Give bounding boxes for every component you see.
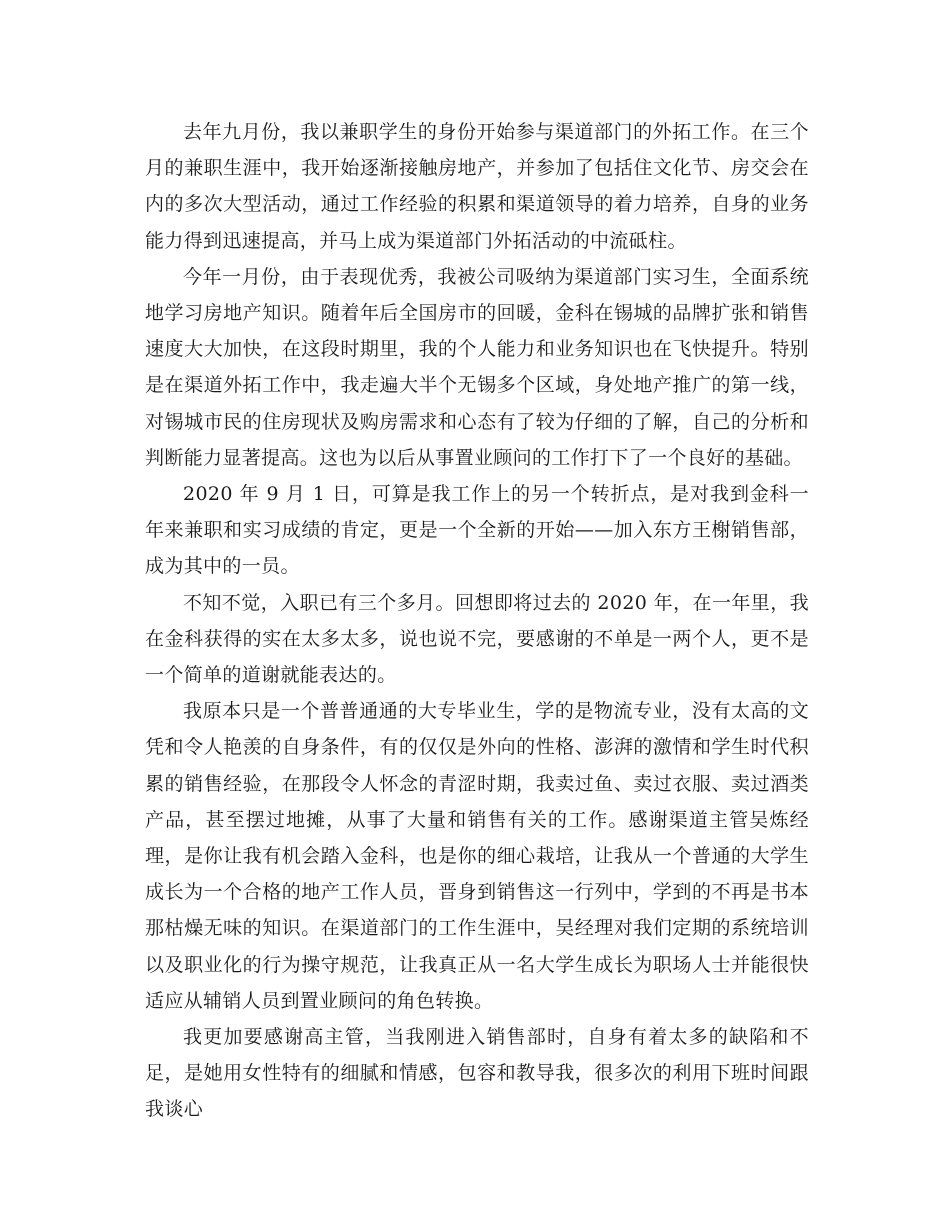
paragraph-2: 今年一月份，由于表现优秀，我被公司吸纳为渠道部门实习生，全面系统地学习房地产知识。随着年后全国房市的回暖，金科在锡城的品牌扩张和销售速度大大加快，在这段时期里，我的个人能力和业务知识也在飞快提升。特别是在渠道外拓工作中，我走遍大半个无锡多个区域，身处地产推广的第一线，对锡城市民的住房现状及购房需求和心态有了较为仔细的了解，自己的分析和判断能力显著提高。这也为以后从事置业顾问的工作打下了一个良好的基础。 [145,265,809,469]
paragraph-1: 去年九月份，我以兼职学生的身份开始参与渠道部门的外拓工作。在三个月的兼职生涯中，我开始逐渐接触房地产，并参加了包括住文化节、房交会在内的多次大型活动，通过工作经验的积累和渠道领导的着力培养，自身的业务能力得到迅速提高，并马上成为渠道部门外拓活动的中流砥柱。 [145,121,809,252]
paragraph-4: 不知不觉，入职已有三个多月。回想即将过去的 2020 年，在一年里，我在金科获得的实在太多太多，说也说不完，要感谢的不单是一两个人，更不是一个简单的道谢就能表达的。 [145,591,809,687]
document-body [145,114,809,1128]
paragraph-6: 我更加要感谢高主管，当我刚进入销售部时，自身有着太多的缺陷和不足，是她用女性特有的细腻和情感，包容和教导我，很多次的利用下班时间跟我谈心 [145,1026,809,1121]
paragraph-5: 我原本只是一个普普通通的大专毕业生，学的是物流专业，没有太高的文凭和令人艳羡的自身条件，有的仅仅是外向的性格、澎湃的激情和学生时代积累的销售经验，在那段令人怀念的青涩时期，我卖过鱼、卖过衣服、卖过酒类产品，甚至摆过地摊，从事了大量和销售有关的工作。感谢渠道主管吴炼经理，是你让我有机会踏入金科，也是你的细心栽培，让我从一个普通的大学生成长为一个合格的地产工作人员，晋身到销售这一行列中，学到的不再是书本那枯燥无味的知识。在渠道部门的工作生涯中，吴经理对我们定期的系统培训以及职业化的行为操守规范，让我真正从一名大学生成长为职场人士并能很快适应从辅销人员到置业顾问的角色转换。 [145,700,809,1012]
paragraph-3: 2020 年 9 月 1 日，可算是我工作上的另一个转折点，是对我到金科一年来兼职和实习成绩的肯定，更是一个全新的开始——加入东方王榭销售部，成为其中的一员。 [145,483,809,578]
